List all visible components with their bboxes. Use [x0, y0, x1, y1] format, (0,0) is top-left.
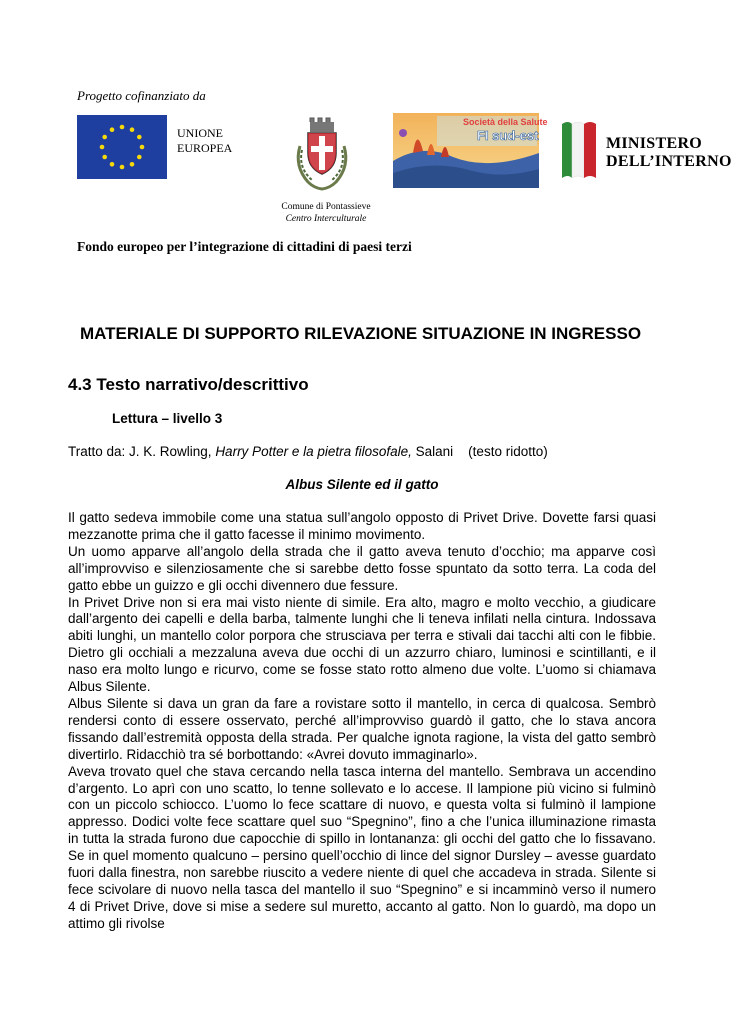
- eu-label-line2: EUROPEA: [177, 141, 233, 155]
- fund-label: Fondo europeo per l’integrazione di cittadini di paesi terzi: [77, 239, 412, 254]
- salute-logo-line2: FI sud-est: [477, 128, 539, 143]
- reading-level: Lettura – livello 3: [112, 411, 223, 426]
- societa-salute-logo: [393, 113, 548, 188]
- ministero-line2: DELL’INTERNO: [606, 153, 732, 170]
- cofinanced-label: Progetto cofinanziato da: [77, 88, 206, 103]
- centro-name: Centro Interculturale: [285, 214, 367, 224]
- story-paragraph: In Privet Drive non si era mai visto niente di simile. Era alto, magro e molto vecchio, a giudicare dall’argento dei capelli e della barba, talmente lunghi che li teneva infilati nella cintura. Indossava abiti lunghi, un mantello color porpora che strusciava per terra e stivali dai tacchi alti con le fibbie. Dietro gli occhiali a mezzaluna aveva due occhi di un azzurro chiaro, luminosi e scintillanti, e il naso era molto lungo e ricurvo, come se fosse stato rotto almeno due volte. L’uomo si chiamava Albus Silente.: [68, 594, 656, 695]
- page-title: MATERIALE DI SUPPORTO RILEVAZIONE SITUAZIONE IN INGRESSO: [80, 324, 642, 343]
- comune-crest-logo: [290, 116, 354, 192]
- story-text: [68, 510, 656, 933]
- story-title: Albus Silente ed il gatto: [285, 477, 439, 492]
- section-heading: 4.3 Testo narrativo/descrittivo: [68, 375, 309, 394]
- source-citation: [68, 444, 548, 459]
- eu-label: [177, 126, 232, 156]
- source-prefix: Tratto da: J. K. Rowling,: [68, 444, 216, 459]
- italy-flag-logo: [560, 118, 600, 180]
- eu-flag-logo: [77, 115, 167, 179]
- story-paragraph: Un uomo apparve all’angolo della strada che il gatto aveva tenuto d’occhio; ma apparve così all’improvviso e silenziosamente che si sarebbe detto fosse spuntato da sotto terra. La coda del gatto ebbe un guizzo e gli occhi divennero due fessure.: [68, 543, 656, 593]
- ministero-logo-text: [606, 135, 732, 171]
- source-suffix: Salani (testo ridotto): [411, 444, 548, 459]
- eu-label-line1: UNIONE: [177, 126, 223, 140]
- story-paragraph: Aveva trovato quel che stava cercando nella tasca interna del mantello. Sembrava un accendino d’argento. Lo aprì con uno scatto, lo tenne sollevato e lo accese. Il lampione più vicino si fulminò con un piccolo schiocco. L’uomo lo fece scattare di nuovo, e questa volta si fulminò il lampione appresso. Dodici volte fece scattare quel suo “Spegnino”, fino a che l’unica illuminazione rimasta in tutta la strada furono due capocchie di spillo in lontananza: gli occhi del gatto che lo fissavano. Se in quel momento qualcuno – persino quell’occhio di lince del signor Dursley – avesse guardato fuori dalla finestra, non sarebbe riuscito a vedere niente di quel che accadeva in strada. Silente si fece scivolare di nuovo nella tasca del mantello il suo “Spegnino” e si incamminò verso il numero 4 di Privet Drive, dove si mise a sedere sul muretto, accanto al gatto. Non lo guardò, ma dopo un attimo gli rivolse: [68, 763, 656, 931]
- comune-caption: [270, 201, 382, 225]
- ministero-line1: MINISTERO: [606, 135, 703, 152]
- story-paragraph: Il gatto sedeva immobile come una statua sull’angolo opposto di Privet Drive. Dovette farsi quasi mezzanotte prima che il gatto facesse il minimo movimento.: [68, 510, 656, 542]
- source-book-title: Harry Potter e la pietra filosofale,: [215, 444, 412, 459]
- comune-name: Comune di Pontassieve: [281, 202, 371, 212]
- salute-logo-line1: Società della Salute: [463, 117, 548, 127]
- story-paragraph: Albus Silente si dava un gran da fare a rovistare sotto il mantello, in cerca di qualcosa. Sembrò rendersi conto di essere osservato, perché all’improvviso guardò il gatto, che lo stava ancora fissando dall’estremità opposta della strada. Per qualche ignota ragione, la vista del gatto sembrò divertirlo. Ridacchiò tra sé borbottando: «Avrei dovuto immaginarlo».: [68, 695, 656, 762]
